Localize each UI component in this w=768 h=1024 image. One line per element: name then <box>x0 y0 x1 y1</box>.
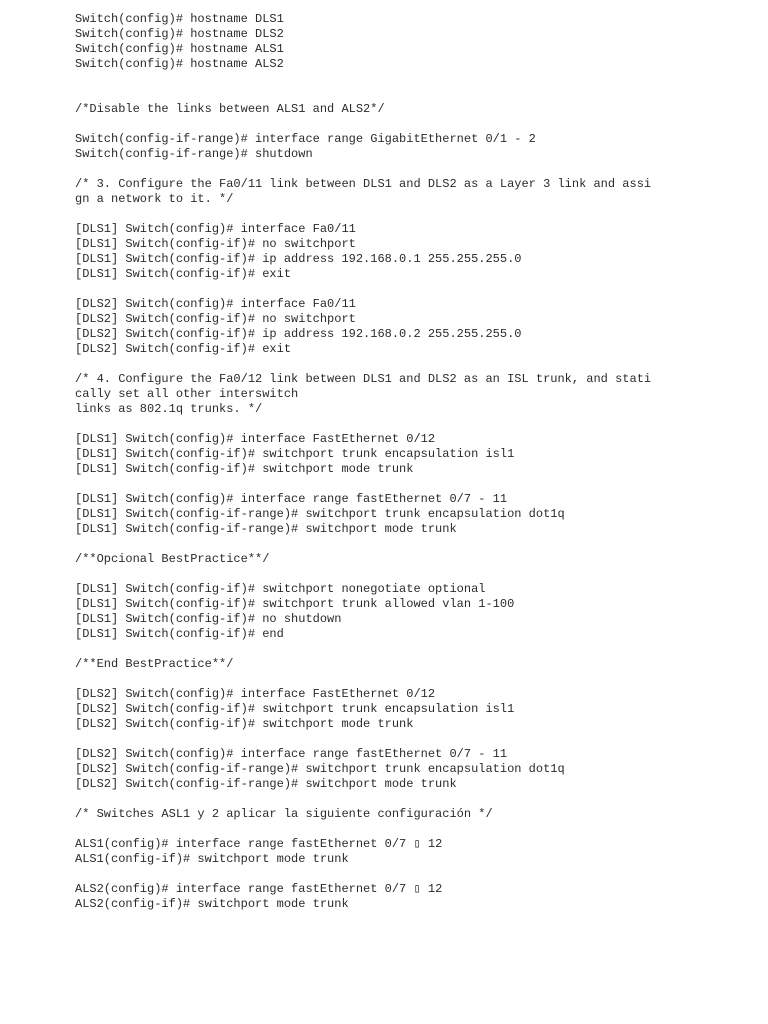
config-document <box>75 12 735 927</box>
code-line: [DLS1] Switch(config)# interface FastEthernet 0/12 <box>75 432 436 446</box>
code-line: [DLS1] Switch(config-if)# no shutdown <box>75 612 342 626</box>
text-block <box>75 657 735 672</box>
text-block <box>75 432 735 477</box>
code-line: Switch(config-if-range)# interface range GigabitEthernet 0/1 - 2 <box>75 132 536 146</box>
code-line: links as 802.1q trunks. */ <box>75 402 263 416</box>
text-block <box>75 582 735 642</box>
code-line: [DLS2] Switch(config)# interface range fastEthernet 0/7 - 11 <box>75 747 508 761</box>
code-line: [DLS1] Switch(config-if)# exit <box>75 267 292 281</box>
code-line: ALS2(config-if)# switchport mode trunk <box>75 897 349 911</box>
text-block <box>75 837 735 867</box>
code-line: [DLS1] Switch(config-if)# end <box>75 627 284 641</box>
text-block <box>75 747 735 792</box>
code-line: [DLS1] Switch(config-if)# no switchport <box>75 237 356 251</box>
code-line: [DLS1] Switch(config-if-range)# switchport trunk encapsulation dot1q <box>75 507 565 521</box>
text-block <box>75 297 735 357</box>
text-block <box>75 177 735 207</box>
code-line: [DLS2] Switch(config)# interface FastEthernet 0/12 <box>75 687 436 701</box>
text-block <box>75 492 735 537</box>
code-line: [DLS2] Switch(config-if-range)# switchport trunk encapsulation dot1q <box>75 762 565 776</box>
code-line: [DLS1] Switch(config-if)# switchport trunk allowed vlan 1-100 <box>75 597 515 611</box>
text-block <box>75 132 735 162</box>
code-line: ALS1(config)# interface range fastEthernet 0/7 ▯ 12 <box>75 837 443 851</box>
code-line: ALS1(config-if)# switchport mode trunk <box>75 852 349 866</box>
code-line: [DLS1] Switch(config-if)# ip address 192.168.0.1 255.255.255.0 <box>75 252 522 266</box>
code-line: [DLS2] Switch(config-if)# switchport trunk encapsulation isl1 <box>75 702 515 716</box>
code-line: [DLS2] Switch(config)# interface Fa0/11 <box>75 297 356 311</box>
code-line: [DLS1] Switch(config)# interface Fa0/11 <box>75 222 356 236</box>
code-line: Switch(config)# hostname DLS2 <box>75 27 284 41</box>
text-block <box>75 807 735 822</box>
code-line: Switch(config)# hostname DLS1 <box>75 12 284 26</box>
text-block <box>75 372 735 417</box>
code-line: [DLS1] Switch(config)# interface range fastEthernet 0/7 - 11 <box>75 492 508 506</box>
code-line: [DLS1] Switch(config-if)# switchport mode trunk <box>75 462 414 476</box>
text-block <box>75 12 735 72</box>
code-line: cally set all other interswitch <box>75 387 299 401</box>
code-line: /* 4. Configure the Fa0/12 link between DLS1 and DLS2 as an ISL trunk, and stati <box>75 372 652 386</box>
code-line: /* Switches ASL1 y 2 aplicar la siguiente configuración */ <box>75 807 493 821</box>
code-line: /**End BestPractice**/ <box>75 657 234 671</box>
code-line: [DLS1] Switch(config-if-range)# switchport mode trunk <box>75 522 457 536</box>
code-line: [DLS1] Switch(config-if)# switchport nonegotiate optional <box>75 582 486 596</box>
code-line: Switch(config)# hostname ALS2 <box>75 57 284 71</box>
code-line: gn a network to it. */ <box>75 192 234 206</box>
code-line: [DLS2] Switch(config-if)# ip address 192.168.0.2 255.255.255.0 <box>75 327 522 341</box>
code-line: /**Opcional BestPractice**/ <box>75 552 270 566</box>
text-block <box>75 552 735 567</box>
code-line: /*Disable the links between ALS1 and ALS2*/ <box>75 102 385 116</box>
code-line: [DLS2] Switch(config-if)# switchport mode trunk <box>75 717 414 731</box>
code-line: [DLS2] Switch(config-if-range)# switchport mode trunk <box>75 777 457 791</box>
code-line: /* 3. Configure the Fa0/11 link between DLS1 and DLS2 as a Layer 3 link and assi <box>75 177 652 191</box>
code-line: [DLS1] Switch(config-if)# switchport trunk encapsulation isl1 <box>75 447 515 461</box>
text-block <box>75 222 735 282</box>
code-line: ALS2(config)# interface range fastEthernet 0/7 ▯ 12 <box>75 882 443 896</box>
text-block <box>75 687 735 732</box>
text-block <box>75 102 735 117</box>
code-line: [DLS2] Switch(config-if)# exit <box>75 342 292 356</box>
code-line: Switch(config)# hostname ALS1 <box>75 42 284 56</box>
code-line: [DLS2] Switch(config-if)# no switchport <box>75 312 356 326</box>
text-block <box>75 882 735 912</box>
code-line: Switch(config-if-range)# shutdown <box>75 147 313 161</box>
